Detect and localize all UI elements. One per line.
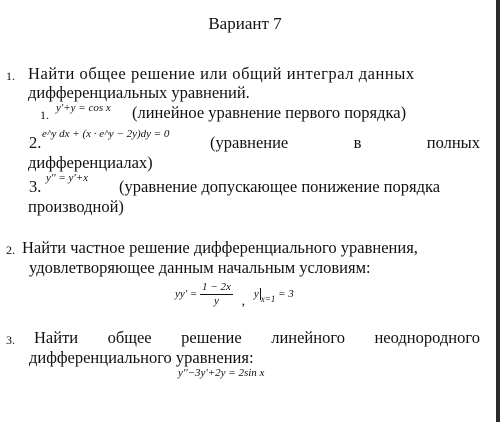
task3-line1-w5: неоднородного bbox=[374, 328, 480, 347]
task1-item2-formula: e^y dx + (x · e^y − 2y)dy = 0 bbox=[42, 128, 170, 140]
task1-line1-text: Найти общее решение или общий интеграл данных bbox=[28, 64, 415, 83]
task3-line1-w3: решение bbox=[181, 328, 242, 347]
task3-line1-w2: общее bbox=[107, 328, 152, 347]
task1-item2-desc-w2: в bbox=[353, 133, 362, 152]
task3-number: 3. bbox=[6, 333, 15, 347]
task1-item3-desc-line2: производной) bbox=[28, 197, 124, 216]
page-title: Вариант 7 bbox=[208, 14, 282, 33]
task1-line2: дифференциальных уравнений. bbox=[28, 83, 250, 102]
task2-fraction-denominator: y bbox=[214, 295, 219, 307]
task1-number: 1. bbox=[6, 69, 15, 83]
task2-condition-sub: x=1 bbox=[260, 294, 276, 305]
task2-number: 2. bbox=[6, 243, 15, 257]
task1-item3-formula: y'' = y'+x bbox=[46, 172, 89, 184]
task2-condition-rhs: = 3 bbox=[278, 288, 294, 301]
task2-condition-y: y bbox=[253, 288, 259, 301]
task2-fraction-numerator: 1 − 2x bbox=[202, 281, 231, 293]
task2-line2: удовлетворяющее данным начальным условиям: bbox=[29, 258, 371, 277]
task2-formula bbox=[175, 281, 294, 308]
task1-item3-number: 3. bbox=[29, 177, 42, 196]
task1-item2-desc bbox=[210, 133, 480, 152]
task2-separator: , bbox=[241, 294, 246, 310]
task3-line1-w1: Найти bbox=[34, 328, 79, 347]
task3-line2: дифференциального уравнения: bbox=[29, 348, 254, 367]
task1-item3-desc: (уравнение допускающее понижение порядка bbox=[119, 177, 441, 196]
task1-item2-desc-w1: (уравнение bbox=[210, 133, 289, 152]
task1-item1-desc: (линейное уравнение первого порядка) bbox=[132, 103, 407, 122]
task1-item1-formula: y'+y = cos x bbox=[56, 102, 111, 114]
task1-item2-desc-w3: полных bbox=[426, 133, 480, 152]
right-border bbox=[496, 0, 500, 422]
task3-line1 bbox=[34, 328, 480, 347]
task1-item2-number: 2. bbox=[29, 133, 42, 152]
task1-item1-number: 1. bbox=[40, 108, 49, 122]
task1-line1 bbox=[28, 64, 480, 83]
task2-formula-lhs: yy' = bbox=[175, 288, 198, 301]
task3-line1-w4: линейного bbox=[271, 328, 345, 347]
task2-line1: Найти частное решение дифференциального уравнения, bbox=[22, 238, 418, 257]
task3-formula: y''−3y'+2y = 2sin x bbox=[178, 367, 265, 379]
task2-fraction bbox=[200, 281, 233, 308]
task1-item2-desc-line2: дифференциалах) bbox=[28, 153, 153, 172]
